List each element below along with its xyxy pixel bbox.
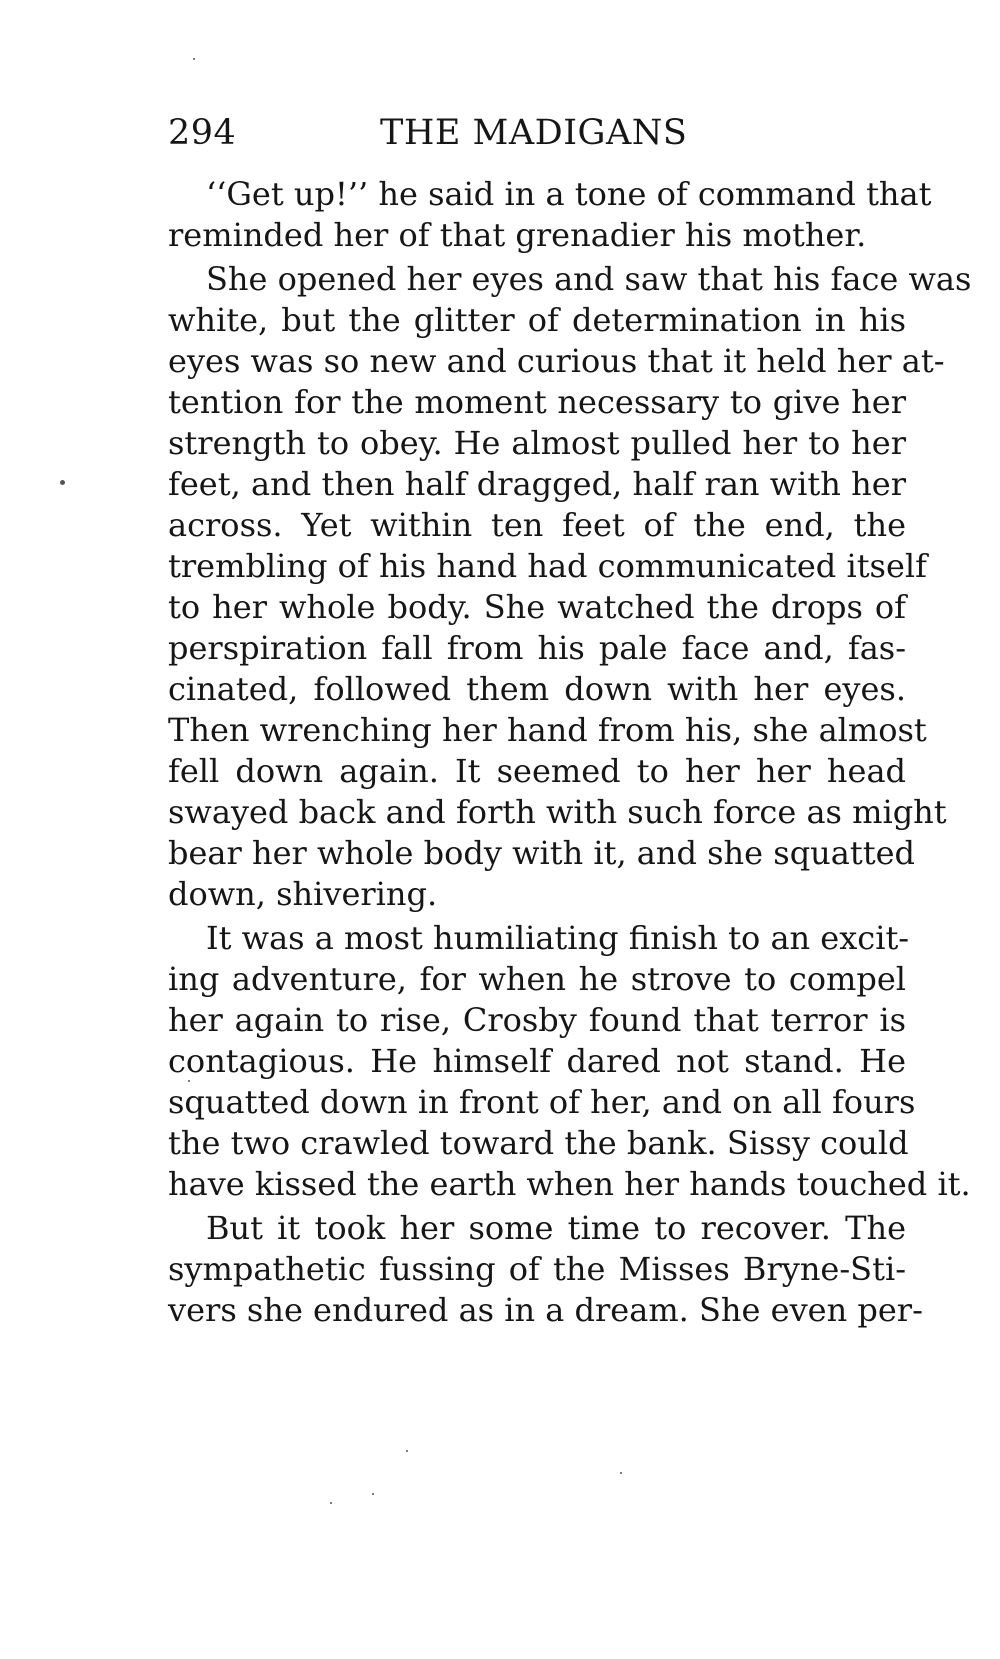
text-line: squatted down in front of her, and on all fours: [168, 1083, 916, 1121]
page-header: [168, 108, 728, 158]
text-line: white, but the glitter of determination in his: [168, 301, 906, 339]
dust-speck: [406, 1450, 408, 1452]
text-line: She opened her eyes and saw that his face was: [206, 260, 972, 298]
text-line: across. Yet within ten feet of the end, the: [168, 506, 906, 544]
page-number: 294: [168, 113, 237, 153]
text-line: feet, and then half dragged, half ran with her: [168, 465, 906, 503]
text-line: cinated, followed them down with her eyes.: [168, 670, 906, 708]
text-line: perspiration fall from his pale face and, fas-: [168, 629, 906, 667]
text-line: swayed back and forth with such force as might: [168, 793, 947, 831]
text-line: tention for the moment necessary to give her: [168, 383, 906, 421]
text-line: sympathetic fussing of the Misses Bryne-Sti-: [168, 1250, 906, 1288]
text-line: trembling of his hand had communicated itself: [168, 547, 927, 585]
dust-speck: [188, 1080, 190, 1082]
text-line: fell down again. It seemed to her her head: [168, 752, 906, 790]
dust-speck: [330, 1502, 332, 1504]
text-line: But it took her some time to recover. The: [206, 1209, 906, 1247]
text-line: eyes was so new and curious that it held her at-: [168, 342, 945, 380]
dust-speck: [372, 1493, 374, 1495]
text-line: to her whole body. She watched the drops of: [168, 588, 906, 626]
text-line: ‘‘Get up!’’ he said in a tone of command that: [206, 175, 932, 213]
text-line: reminded her of that grenadier his mother.: [168, 216, 867, 254]
text-line: have kissed the earth when her hands touched it.: [168, 1165, 971, 1203]
text-line: Then wrenching her hand from his, she almost: [168, 711, 927, 749]
text-line: It was a most humiliating finish to an excit-: [206, 919, 910, 957]
dust-speck: [193, 58, 195, 60]
text-line: ing adventure, for when he strove to compel: [168, 960, 906, 998]
dust-speck: [620, 1472, 622, 1474]
text-line: contagious. He himself dared not stand. He: [168, 1042, 906, 1080]
text-line: down, shivering.: [168, 875, 438, 913]
text-line: strength to obey. He almost pulled her to her: [168, 424, 906, 462]
running-title: THE MADIGANS: [380, 113, 688, 153]
text-line: bear her whole body with it, and she squatted: [168, 834, 915, 872]
dust-speck: [60, 480, 65, 485]
text-line: the two crawled toward the bank. Sissy could: [168, 1124, 909, 1162]
text-line: her again to rise, Crosby found that terror is: [168, 1001, 906, 1039]
body-text: [168, 174, 972, 1331]
text-line: vers she endured as in a dream. She even per-: [168, 1291, 923, 1329]
